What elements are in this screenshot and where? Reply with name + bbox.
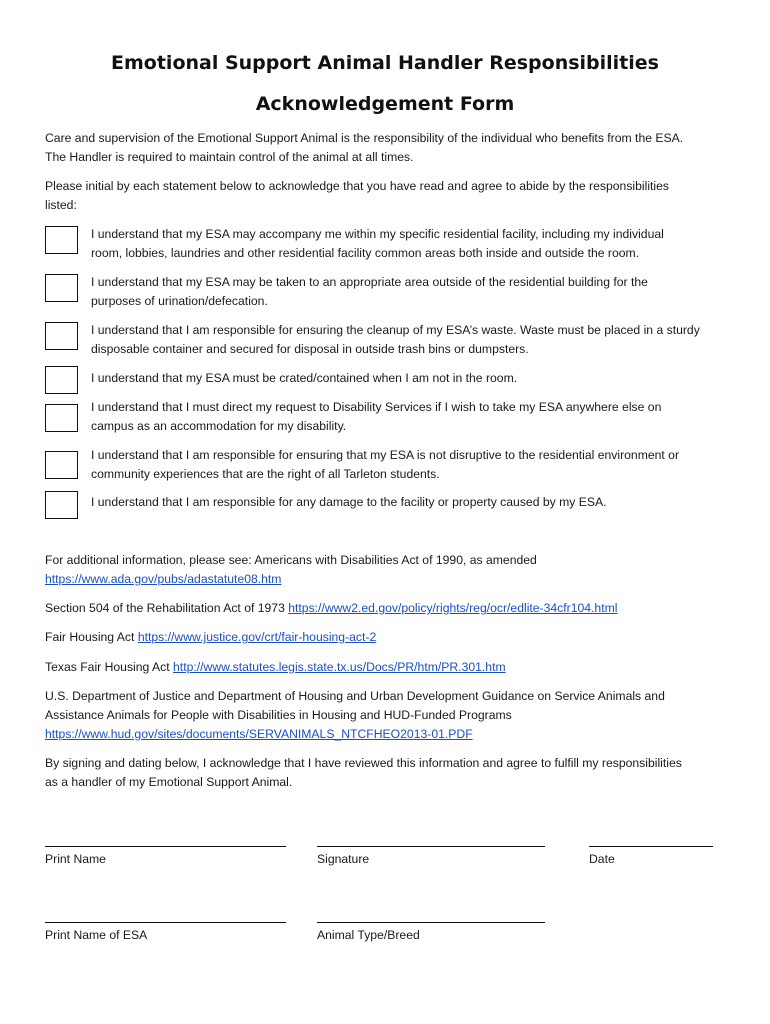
statement-2-line-2: purposes of urination/defecation. xyxy=(91,294,268,308)
date-line[interactable] xyxy=(589,846,713,847)
closing-line-2: as a handler of my Emotional Support Animal. xyxy=(45,775,293,789)
ada-link[interactable]: https://www.ada.gov/pubs/adastatute08.htm xyxy=(45,572,282,586)
instructions-line-1: Please initial by each statement below to acknowledge that you have read and agree to abide by the responsibilities xyxy=(45,179,669,193)
initial-box-3[interactable] xyxy=(45,322,78,350)
print-name-label: Print Name xyxy=(45,852,106,866)
rehab-act-label: Section 504 of the Rehabilitation Act of 1973 xyxy=(45,601,289,615)
rehab-act-reference xyxy=(45,599,735,618)
initial-box-2[interactable] xyxy=(45,274,78,302)
intro-line-2: The Handler is required to maintain control of the animal at all times. xyxy=(45,150,414,164)
statement-5-line-2: campus as an accommodation for my disability. xyxy=(91,419,347,433)
statement-2-line-1: I understand that my ESA may be taken to an appropriate area outside of the residential building for the xyxy=(91,275,648,289)
esa-name-label: Print Name of ESA xyxy=(45,928,148,942)
esa-name-line[interactable] xyxy=(45,922,286,923)
closing-line-1: By signing and dating below, I acknowledge that I have reviewed this information and agree to fulfill my responsibilities xyxy=(45,756,682,770)
rehab-act-link[interactable]: https://www2.ed.gov/policy/rights/reg/ocr/edlite-34cfr104.html xyxy=(288,601,618,615)
fair-housing-label: Fair Housing Act xyxy=(45,630,138,644)
initial-box-6[interactable] xyxy=(45,451,78,479)
hud-guidance-line-2: Assistance Animals for People with Disabilities in Housing and HUD-Funded Programs xyxy=(45,708,512,722)
statement-7-line-1: I understand that I am responsible for any damage to the facility or property caused by my ESA. xyxy=(91,495,607,509)
initial-box-5[interactable] xyxy=(45,404,78,432)
statement-5-line-1: I understand that I must direct my request to Disability Services if I wish to take my ESA anywhere else on xyxy=(91,400,662,414)
form-subtitle: Acknowledgement Form xyxy=(255,93,515,115)
fair-housing-reference xyxy=(45,628,735,647)
initial-box-7[interactable] xyxy=(45,491,78,519)
animal-type-line[interactable] xyxy=(317,922,545,923)
print-name-line[interactable] xyxy=(45,846,286,847)
statement-3-line-2: disposable container and secured for disposal in outside trash bins or dumpsters. xyxy=(91,342,529,356)
ada-reference: For additional information, please see: Americans with Disabilities Act of 1990, as amended xyxy=(45,553,537,567)
statement-6-line-2: community experiences that are the right of all Tarleton students. xyxy=(91,467,440,481)
texas-fair-housing-link[interactable]: http://www.statutes.legis.state.tx.us/Docs/PR/htm/PR.301.htm xyxy=(173,660,506,674)
date-label: Date xyxy=(589,852,615,866)
statement-3-line-1: I understand that I am responsible for ensuring the cleanup of my ESA’s waste. Waste must be placed in a sturdy xyxy=(91,323,700,337)
statement-6-line-1: I understand that I am responsible for ensuring that my ESA is not disruptive to the residential environment or xyxy=(91,448,680,462)
statement-4-line-1: I understand that my ESA must be crated/contained when I am not in the room. xyxy=(91,371,518,385)
initial-box-1[interactable] xyxy=(45,226,78,254)
intro-line-1: Care and supervision of the Emotional Support Animal is the responsibility of the individual who benefits from the ESA. xyxy=(45,131,684,145)
statement-1-line-1: I understand that my ESA may accompany me within my specific residential facility, including my individual xyxy=(91,227,664,241)
signature-line[interactable] xyxy=(317,846,545,847)
hud-guidance-line-1: U.S. Department of Justice and Department of Housing and Urban Development Guidance on Service Animals and xyxy=(45,689,665,703)
fair-housing-link[interactable]: https://www.justice.gov/crt/fair-housing-act-2 xyxy=(137,630,377,644)
animal-type-label: Animal Type/Breed xyxy=(317,928,420,942)
hud-guidance-link[interactable]: https://www.hud.gov/sites/documents/SERVANIMALS_NTCFHEO2013-01.PDF xyxy=(45,727,473,741)
texas-fair-housing-reference xyxy=(45,658,735,677)
statement-1-line-2: room, lobbies, laundries and other residential facility common areas both inside and outside the room. xyxy=(91,246,640,260)
signature-label: Signature xyxy=(317,852,370,866)
instructions-line-2: listed: xyxy=(45,198,77,212)
initial-box-4[interactable] xyxy=(45,366,78,394)
form-title: Emotional Support Animal Handler Responsibilities xyxy=(111,52,659,74)
texas-fair-housing-label: Texas Fair Housing Act xyxy=(45,660,174,674)
